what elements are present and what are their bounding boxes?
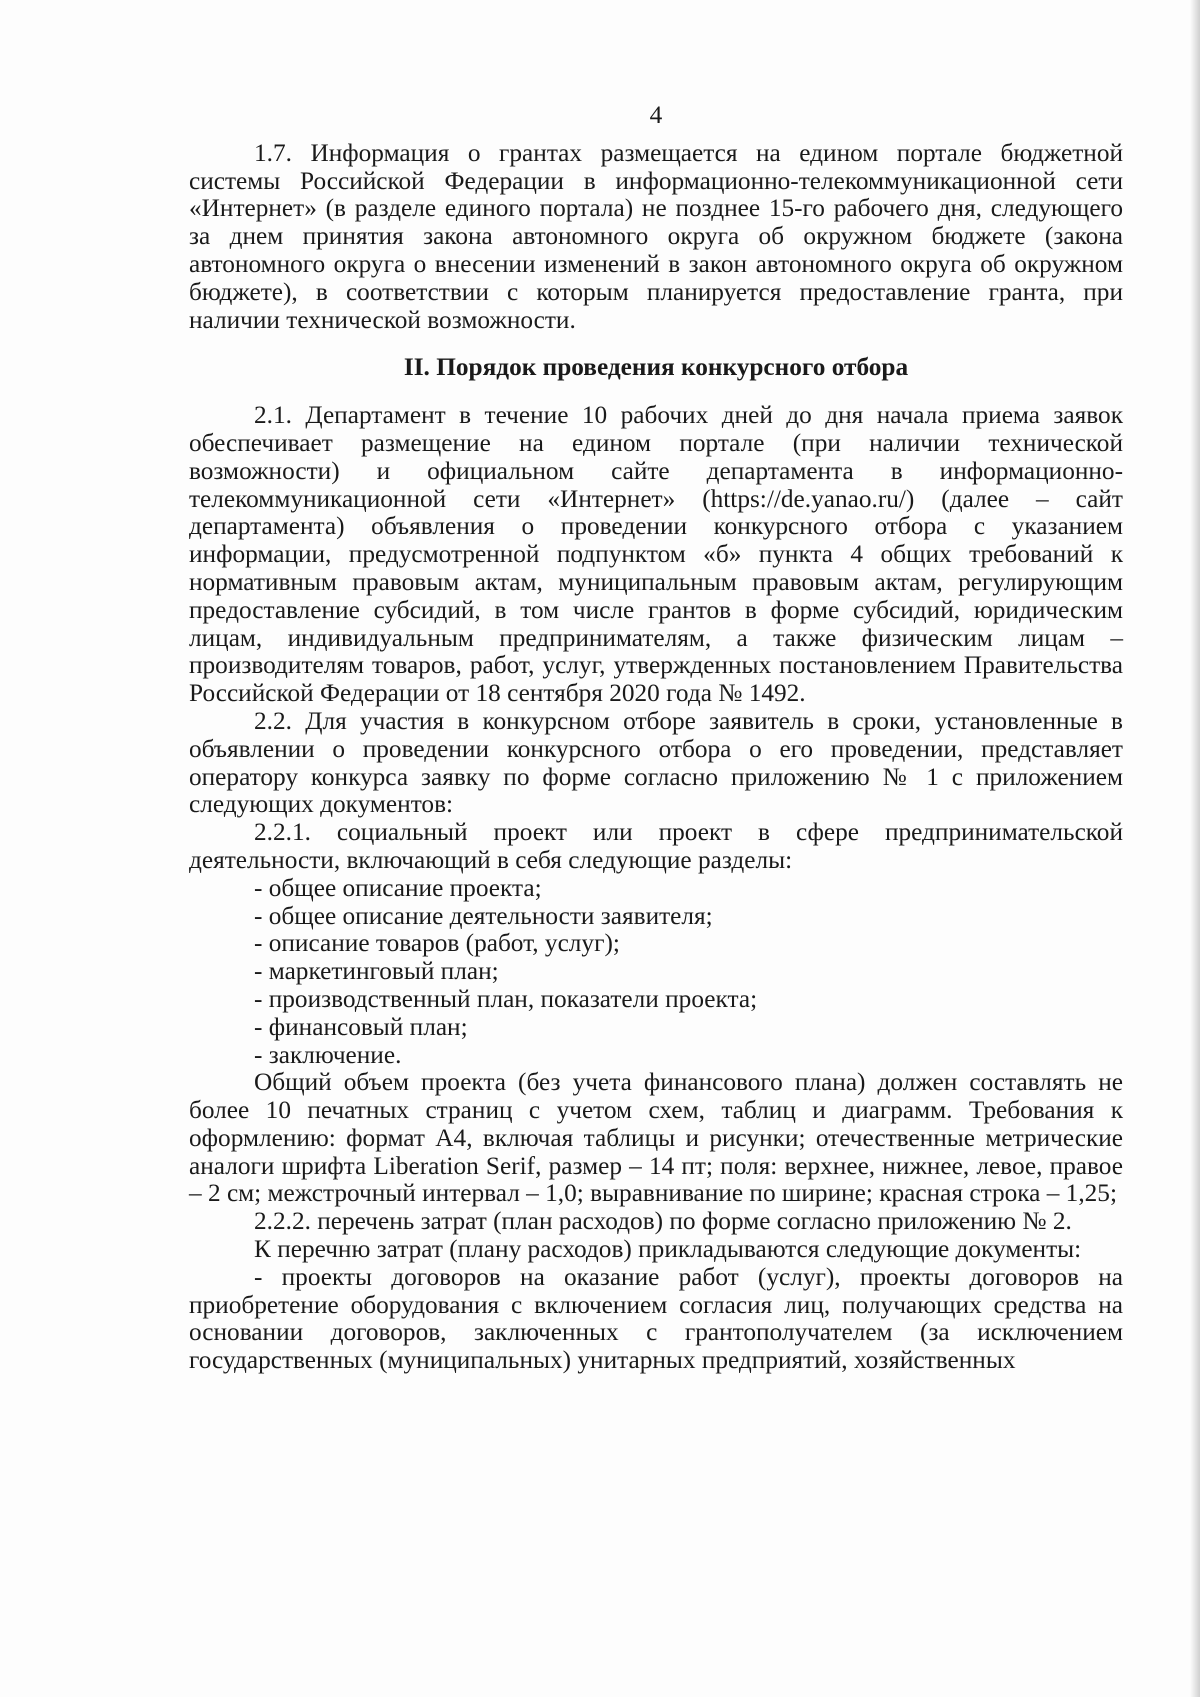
list-item: - общее описание проекта; bbox=[254, 873, 542, 902]
paragraph-2-2-1: 2.2.1. социальный проект или проект в сфере предпринимательской деятельности, включающий в себя следующие разделы: bbox=[189, 818, 1123, 874]
section-heading: II. Порядок проведения конкурсного отбора bbox=[403, 353, 909, 382]
list-item: - заключение. bbox=[254, 1040, 402, 1069]
paragraph-attachments: К перечню затрат (плану расходов) прикладываются следующие документы: bbox=[254, 1235, 1082, 1264]
page-number: 4 bbox=[649, 101, 663, 129]
paragraph-2-2: 2.2. Для участия в конкурсном отборе заявитель в сроки, установленные в объявлении о проведении конкурсного отбора о его проведении, представляет оператору конкурса заявку по форме согласно приложению № 1 с приложением следующих документов: bbox=[189, 706, 1123, 819]
paragraph-2-1: 2.1. Департамент в течение 10 рабочих дней до дня начала приема заявок обеспечивает размещение на едином портале (при наличии технической возможности) и официальном сайте департамента в информационно-телекоммуникационной сети «Интернет» (https://de.yanao.ru/) (далее – сайт департамента) объявления о проведении конкурсного отбора с указанием информации, предусмотренной подпунктом «б» пункта 4 общих требований к нормативным правовым актам, муниципальным правовым актам, регулирующим предоставление субсидий, в том числе грантов в форме субсидий, юридическим лицам, индивидуальным предпринимателям, а также физическим лицам – производителям товаров, работ, услуг, утвержденных постановлением Правительства Российской Федерации от 18 сентября 2020 года № 1492. bbox=[189, 401, 1123, 708]
paragraph-project-volume: Общий объем проекта (без учета финансового плана) должен составлять не более 10 печатных страниц с учетом схем, таблиц и диаграмм. Требования к оформлению: формат А4, включая таблицы и рисунки; отечественные метрические аналоги шрифта Liberation Serif, размер – 14 пт; поля: верхнее, нижнее, левое, правое – 2 см; межстрочный интервал – 1,0; выравнивание по ширине; красная строка – 1,25; bbox=[189, 1068, 1123, 1208]
paragraph-1-7: 1.7. Информация о грантах размещается на едином портале бюджетной системы Российской Федерации в информационно-телекоммуникационной сети «Интернет» (в разделе единого портала) не позднее 15-го рабочего дня, следующего за днем принятия закона автономного округа об окружном бюджете (закона автономного округа о внесении изменений в закон автономного округа об окружном бюджете), в соответствии с которым планируется предоставление гранта, при наличии технической возможности. bbox=[189, 138, 1123, 334]
scan-edge-shadow bbox=[1190, 0, 1200, 1697]
paragraph-contracts: - проекты договоров на оказание работ (услуг), проекты договоров на приобретение оборудования с включением согласия лиц, получающих средства на основании договоров, заключенных с грантополучателем (за исключением государственных (муниципальных) унитарных предприятий, хозяйственных bbox=[189, 1262, 1123, 1375]
list-item: - финансовый план; bbox=[254, 1012, 468, 1041]
list-item: - маркетинговый план; bbox=[254, 957, 499, 986]
list-item: - производственный план, показатели проекта; bbox=[254, 984, 758, 1013]
document-body bbox=[189, 102, 1123, 1375]
project-sections-list bbox=[189, 875, 1123, 1070]
list-item: - общее описание деятельности заявителя; bbox=[254, 901, 713, 930]
paragraph-2-2-2: 2.2.2. перечень затрат (план расходов) по форме согласно приложению № 2. bbox=[254, 1207, 1072, 1236]
list-item: - описание товаров (работ, услуг); bbox=[254, 929, 620, 958]
